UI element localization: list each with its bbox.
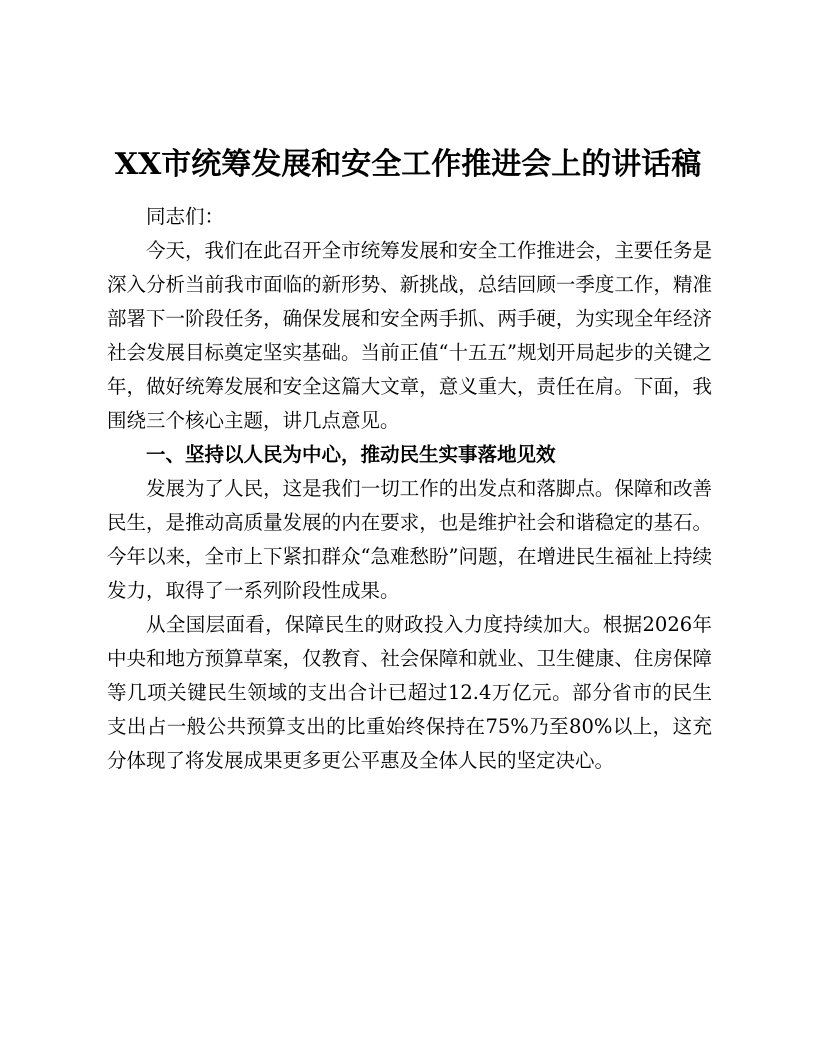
section-heading: 一、坚持以人民为中心，推动民生实事落地见效 [146, 443, 556, 466]
body-paragraph: 从全国层面看，保障民生的财政投入力度持续加大。根据2026年中央和地方预算草案，仅教育、社会保障和就业、卫生健康、住房保障等几项关键民生领域的支出合计已超过12.4万亿元。部分省市的民生支出占一般公共预算支出的比重始终保持在75%乃至80%以上，这充分体现了将发展成果更多更公平惠及全体人民的坚定决心。 [107, 613, 712, 772]
body-paragraph: 发展为了人民，这是我们一切工作的出发点和落脚点。保障和改善民生，是推动高质量发展的内在要求，也是维护社会和谐稳定的基石。今年以来，全市上下紧扣群众“急难愁盼”问题，在增进民生福祉上持续发力，取得了一系列阶段性成果。 [107, 477, 712, 602]
document-body [107, 200, 712, 778]
salutation: 同志们： [146, 205, 225, 228]
document-title: XX市统筹发展和安全工作推进会上的讲话稿 [114, 147, 702, 182]
intro-paragraph: 今天，我们在此召开全市统筹发展和安全工作推进会，主要任务是深入分析当前我市面临的新形势、新挑战，总结回顾一季度工作，精准部署下一阶段任务，确保发展和安全两手抓、两手硬，为实现全年经济社会发展目标奠定坚实基础。当前正值“十五五”规划开局起步的关键之年，做好统筹发展和安全这篇大文章，意义重大，责任在肩。下面，我围绕三个核心主题，讲几点意见。 [107, 239, 712, 432]
